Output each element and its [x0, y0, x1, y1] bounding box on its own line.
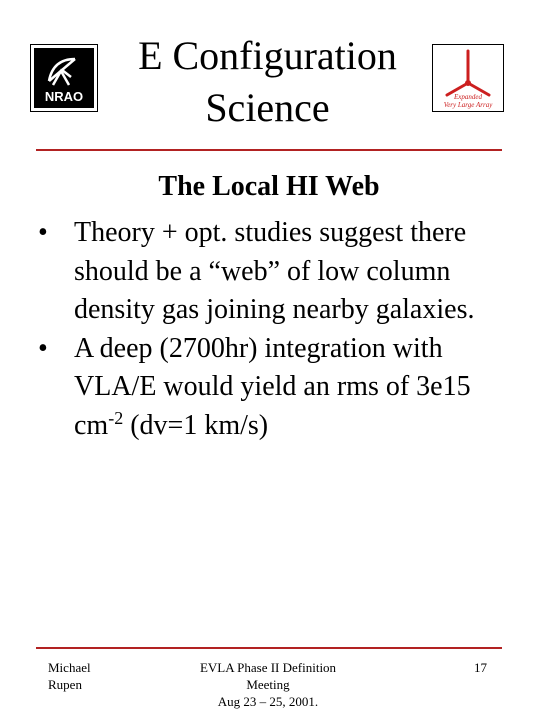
bullet-text [74, 330, 508, 446]
footer-author-line-1: Michael [48, 660, 91, 675]
footer-meeting-line-1: EVLA Phase II Definition [199, 660, 337, 675]
evla-logo-text-2: Very Large Array [443, 101, 493, 109]
nrao-logo-graphic [31, 45, 97, 111]
bullet-text-tail: (dv=1 km/s) [123, 409, 269, 441]
title-line-2: Science [205, 85, 330, 130]
footer-rule [36, 647, 502, 649]
bullet-item-1 [38, 214, 508, 330]
evla-logo [432, 44, 504, 112]
page-number: 17 [474, 660, 487, 675]
bullet-list [38, 214, 508, 445]
footer-meeting-line-2: Meeting [246, 677, 290, 692]
nrao-logo [30, 44, 98, 112]
footer-author [48, 659, 91, 693]
bullet-text: Theory + opt. studies suggest there should be a “web” of low column density gas joining nearby galaxies. [74, 217, 475, 325]
slide-subheading: The Local HI Web [158, 171, 380, 202]
footer-meeting [180, 659, 356, 710]
slide-title [110, 30, 425, 134]
bullet-text-main: A deep (2700hr) integration with VLA/E would yield an rms of 3e15 cm [74, 332, 471, 441]
bullet-marker: • [38, 332, 48, 364]
evla-logo-text-1: Expanded [454, 93, 482, 101]
header-rule [36, 149, 502, 151]
bullet-marker: • [38, 217, 48, 248]
title-line-1: E Configuration [138, 33, 397, 78]
footer-author-line-2: Rupen [48, 677, 82, 692]
nrao-logo-text: NRAO [44, 89, 84, 104]
bullet-item-2 [38, 330, 508, 446]
footer-meeting-line-3: Aug 23 – 25, 2001. [217, 694, 319, 709]
bullet-superscript: -2 [108, 407, 124, 428]
evla-logo-graphic [433, 45, 503, 111]
